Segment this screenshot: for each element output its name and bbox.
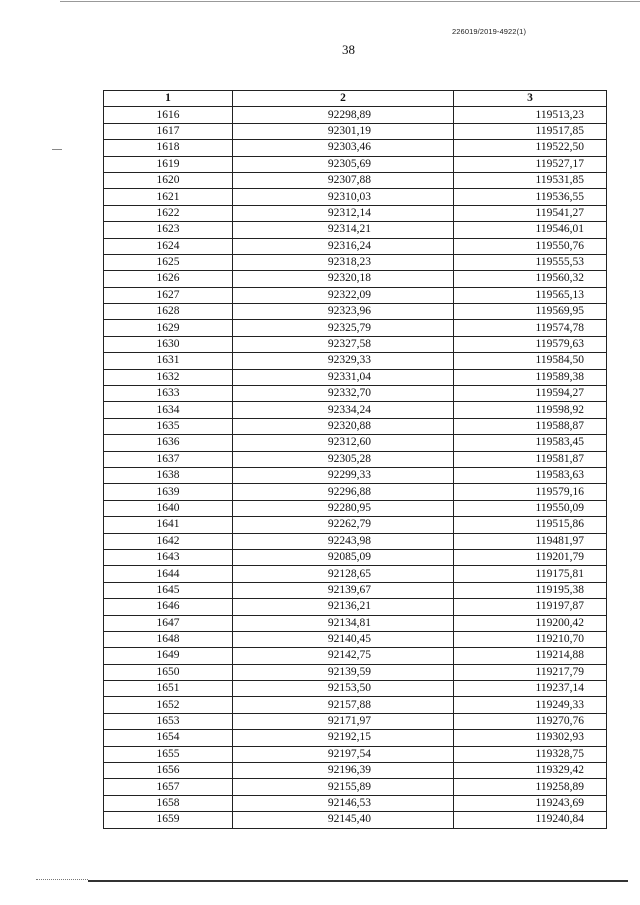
x-coordinate-cell: 92334,24 — [233, 402, 454, 418]
document-reference: 226019/2019-4922(1) — [452, 27, 527, 36]
table-row — [104, 336, 607, 352]
table-row — [104, 304, 607, 320]
y-coordinate-cell: 119569,95 — [454, 304, 607, 320]
table-row — [104, 418, 607, 434]
y-coordinate-cell: 119565,13 — [454, 287, 607, 303]
table-row — [104, 271, 607, 287]
table-row — [104, 517, 607, 533]
y-coordinate-cell: 119531,85 — [454, 172, 607, 188]
table-row — [104, 254, 607, 270]
y-coordinate-cell: 119195,38 — [454, 582, 607, 598]
point-number-cell: 1633 — [104, 386, 233, 402]
table-row — [104, 566, 607, 582]
bottom-dotted-line — [36, 879, 88, 880]
point-number-cell: 1651 — [104, 681, 233, 697]
x-coordinate-cell: 92329,33 — [233, 353, 454, 369]
column-header-1: 1 — [104, 91, 233, 107]
point-number-cell: 1645 — [104, 582, 233, 598]
x-coordinate-cell: 92316,24 — [233, 238, 454, 254]
table-row — [104, 287, 607, 303]
table-row — [104, 435, 607, 451]
table-row — [104, 189, 607, 205]
x-coordinate-cell: 92325,79 — [233, 320, 454, 336]
y-coordinate-cell: 119546,01 — [454, 222, 607, 238]
y-coordinate-cell: 119481,97 — [454, 533, 607, 549]
y-coordinate-cell: 119550,76 — [454, 238, 607, 254]
y-coordinate-cell: 119579,63 — [454, 336, 607, 352]
y-coordinate-cell: 119200,42 — [454, 615, 607, 631]
y-coordinate-cell: 119574,78 — [454, 320, 607, 336]
margin-mark — [52, 149, 62, 150]
y-coordinate-cell: 119560,32 — [454, 271, 607, 287]
table-body — [104, 107, 607, 828]
x-coordinate-cell: 92262,79 — [233, 517, 454, 533]
table-row — [104, 533, 607, 549]
x-coordinate-cell: 92312,60 — [233, 435, 454, 451]
x-coordinate-cell: 92301,19 — [233, 123, 454, 139]
table-row — [104, 156, 607, 172]
y-coordinate-cell: 119175,81 — [454, 566, 607, 582]
x-coordinate-cell: 92139,67 — [233, 582, 454, 598]
point-number-cell: 1632 — [104, 369, 233, 385]
y-coordinate-cell: 119598,92 — [454, 402, 607, 418]
point-number-cell: 1642 — [104, 533, 233, 549]
x-coordinate-cell: 92128,65 — [233, 566, 454, 582]
y-coordinate-cell: 119527,17 — [454, 156, 607, 172]
table-row — [104, 386, 607, 402]
y-coordinate-cell: 119588,87 — [454, 418, 607, 434]
x-coordinate-cell: 92140,45 — [233, 631, 454, 647]
point-number-cell: 1652 — [104, 697, 233, 713]
point-number-cell: 1628 — [104, 304, 233, 320]
x-coordinate-cell: 92280,95 — [233, 500, 454, 516]
table-row — [104, 467, 607, 483]
y-coordinate-cell: 119594,27 — [454, 386, 607, 402]
x-coordinate-cell: 92305,28 — [233, 451, 454, 467]
column-header-3: 3 — [454, 91, 607, 107]
x-coordinate-cell: 92305,69 — [233, 156, 454, 172]
x-coordinate-cell: 92139,59 — [233, 664, 454, 680]
y-coordinate-cell: 119513,23 — [454, 107, 607, 123]
y-coordinate-cell: 119258,89 — [454, 779, 607, 795]
table-row — [104, 681, 607, 697]
x-coordinate-cell: 92155,89 — [233, 779, 454, 795]
y-coordinate-cell: 119536,55 — [454, 189, 607, 205]
point-number-cell: 1630 — [104, 336, 233, 352]
point-number-cell: 1637 — [104, 451, 233, 467]
point-number-cell: 1619 — [104, 156, 233, 172]
point-number-cell: 1629 — [104, 320, 233, 336]
table-row — [104, 812, 607, 828]
y-coordinate-cell: 119583,45 — [454, 435, 607, 451]
x-coordinate-cell: 92197,54 — [233, 746, 454, 762]
point-number-cell: 1655 — [104, 746, 233, 762]
point-number-cell: 1626 — [104, 271, 233, 287]
table-row — [104, 779, 607, 795]
table-header-row — [104, 91, 607, 107]
y-coordinate-cell: 119217,79 — [454, 664, 607, 680]
x-coordinate-cell: 92307,88 — [233, 172, 454, 188]
point-number-cell: 1656 — [104, 763, 233, 779]
bottom-rule — [88, 880, 628, 882]
point-number-cell: 1616 — [104, 107, 233, 123]
y-coordinate-cell: 119197,87 — [454, 599, 607, 615]
x-coordinate-cell: 92192,15 — [233, 730, 454, 746]
point-number-cell: 1649 — [104, 648, 233, 664]
x-coordinate-cell: 92331,04 — [233, 369, 454, 385]
y-coordinate-cell: 119579,16 — [454, 484, 607, 500]
table-row — [104, 615, 607, 631]
y-coordinate-cell: 119555,53 — [454, 254, 607, 270]
point-number-cell: 1654 — [104, 730, 233, 746]
point-number-cell: 1646 — [104, 599, 233, 615]
page-number: 38 — [342, 42, 355, 57]
point-number-cell: 1624 — [104, 238, 233, 254]
point-number-cell: 1647 — [104, 615, 233, 631]
x-coordinate-cell: 92332,70 — [233, 386, 454, 402]
point-number-cell: 1620 — [104, 172, 233, 188]
x-coordinate-cell: 92142,75 — [233, 648, 454, 664]
table-row — [104, 763, 607, 779]
point-number-cell: 1658 — [104, 795, 233, 811]
table-row — [104, 549, 607, 565]
table-row — [104, 205, 607, 221]
table-row — [104, 123, 607, 139]
y-coordinate-cell: 119329,42 — [454, 763, 607, 779]
x-coordinate-cell: 92196,39 — [233, 763, 454, 779]
table-row — [104, 631, 607, 647]
y-coordinate-cell: 119584,50 — [454, 353, 607, 369]
x-coordinate-cell: 92171,97 — [233, 713, 454, 729]
x-coordinate-cell: 92157,88 — [233, 697, 454, 713]
point-number-cell: 1625 — [104, 254, 233, 270]
x-coordinate-cell: 92310,03 — [233, 189, 454, 205]
x-coordinate-cell: 92134,81 — [233, 615, 454, 631]
table-row — [104, 664, 607, 680]
table-row — [104, 238, 607, 254]
point-number-cell: 1636 — [104, 435, 233, 451]
table-row — [104, 730, 607, 746]
table-row — [104, 599, 607, 615]
point-number-cell: 1627 — [104, 287, 233, 303]
y-coordinate-cell: 119517,85 — [454, 123, 607, 139]
y-coordinate-cell: 119249,33 — [454, 697, 607, 713]
x-coordinate-cell: 92085,09 — [233, 549, 454, 565]
table-row — [104, 402, 607, 418]
x-coordinate-cell: 92320,88 — [233, 418, 454, 434]
x-coordinate-cell: 92312,14 — [233, 205, 454, 221]
table-row — [104, 500, 607, 516]
y-coordinate-cell: 119541,27 — [454, 205, 607, 221]
table-row — [104, 222, 607, 238]
point-number-cell: 1622 — [104, 205, 233, 221]
table-row — [104, 172, 607, 188]
table-row — [104, 353, 607, 369]
point-number-cell: 1640 — [104, 500, 233, 516]
point-number-cell: 1631 — [104, 353, 233, 369]
y-coordinate-cell: 119515,86 — [454, 517, 607, 533]
point-number-cell: 1623 — [104, 222, 233, 238]
table-row — [104, 484, 607, 500]
y-coordinate-cell: 119237,14 — [454, 681, 607, 697]
coordinates-table — [103, 90, 607, 829]
table-row — [104, 746, 607, 762]
y-coordinate-cell: 119243,69 — [454, 795, 607, 811]
point-number-cell: 1650 — [104, 664, 233, 680]
y-coordinate-cell: 119550,09 — [454, 500, 607, 516]
y-coordinate-cell: 119210,70 — [454, 631, 607, 647]
y-coordinate-cell: 119328,75 — [454, 746, 607, 762]
point-number-cell: 1653 — [104, 713, 233, 729]
point-number-cell: 1657 — [104, 779, 233, 795]
point-number-cell: 1618 — [104, 140, 233, 156]
point-number-cell: 1648 — [104, 631, 233, 647]
point-number-cell: 1641 — [104, 517, 233, 533]
point-number-cell: 1621 — [104, 189, 233, 205]
table-row — [104, 582, 607, 598]
y-coordinate-cell: 119589,38 — [454, 369, 607, 385]
x-coordinate-cell: 92146,53 — [233, 795, 454, 811]
x-coordinate-cell: 92243,98 — [233, 533, 454, 549]
point-number-cell: 1643 — [104, 549, 233, 565]
table-row — [104, 140, 607, 156]
table-row — [104, 697, 607, 713]
table-row — [104, 713, 607, 729]
point-number-cell: 1644 — [104, 566, 233, 582]
point-number-cell: 1635 — [104, 418, 233, 434]
x-coordinate-cell: 92298,89 — [233, 107, 454, 123]
x-coordinate-cell: 92322,09 — [233, 287, 454, 303]
table-row — [104, 320, 607, 336]
y-coordinate-cell: 119583,63 — [454, 467, 607, 483]
y-coordinate-cell: 119270,76 — [454, 713, 607, 729]
y-coordinate-cell: 119201,79 — [454, 549, 607, 565]
table-row — [104, 369, 607, 385]
x-coordinate-cell: 92153,50 — [233, 681, 454, 697]
x-coordinate-cell: 92320,18 — [233, 271, 454, 287]
x-coordinate-cell: 92145,40 — [233, 812, 454, 828]
x-coordinate-cell: 92296,88 — [233, 484, 454, 500]
y-coordinate-cell: 119214,88 — [454, 648, 607, 664]
x-coordinate-cell: 92327,58 — [233, 336, 454, 352]
point-number-cell: 1659 — [104, 812, 233, 828]
y-coordinate-cell: 119302,93 — [454, 730, 607, 746]
top-rule — [60, 1, 640, 2]
point-number-cell: 1639 — [104, 484, 233, 500]
x-coordinate-cell: 92303,46 — [233, 140, 454, 156]
x-coordinate-cell: 92136,21 — [233, 599, 454, 615]
table-row — [104, 795, 607, 811]
point-number-cell: 1638 — [104, 467, 233, 483]
table-row — [104, 648, 607, 664]
y-coordinate-cell: 119581,87 — [454, 451, 607, 467]
x-coordinate-cell: 92318,23 — [233, 254, 454, 270]
table-row — [104, 451, 607, 467]
y-coordinate-cell: 119240,84 — [454, 812, 607, 828]
table-row — [104, 107, 607, 123]
point-number-cell: 1634 — [104, 402, 233, 418]
column-header-2: 2 — [233, 91, 454, 107]
y-coordinate-cell: 119522,50 — [454, 140, 607, 156]
point-number-cell: 1617 — [104, 123, 233, 139]
x-coordinate-cell: 92299,33 — [233, 467, 454, 483]
x-coordinate-cell: 92314,21 — [233, 222, 454, 238]
x-coordinate-cell: 92323,96 — [233, 304, 454, 320]
